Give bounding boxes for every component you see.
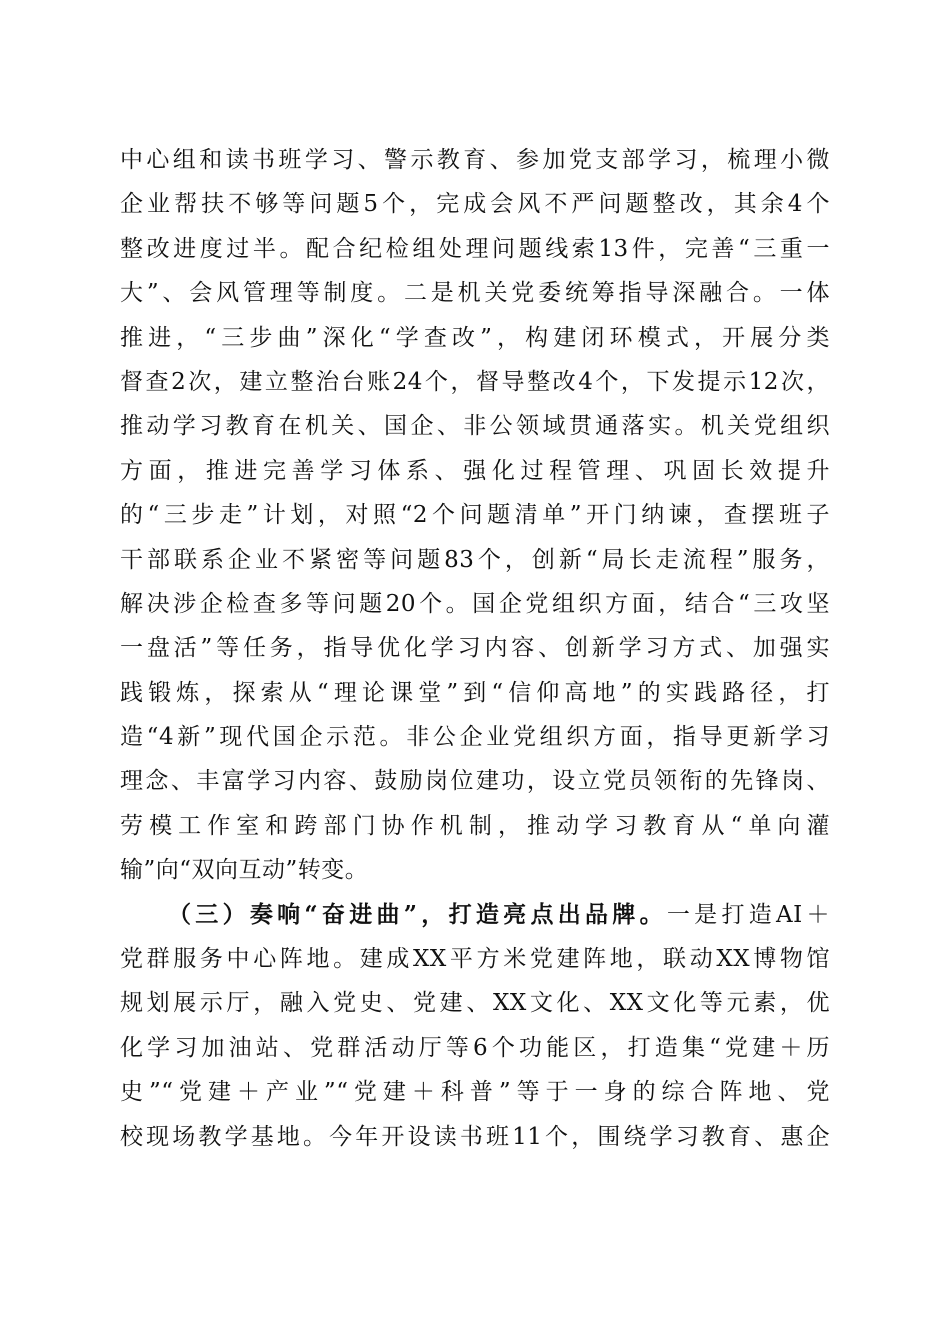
- body-line-1: 中心组和读书班学习、警示教育、参加党支部学习，梳理小微: [120, 147, 830, 173]
- section-line-4: 化学习加油站、党群活动厅等6个功能区，打造集“党建＋历: [120, 1034, 830, 1061]
- body-line-11: 解决涉企检查多等问题20个。国企党组织方面，结合“三攻坚: [120, 590, 830, 617]
- body-line-16: 劳模工作室和跨部门协作机制，推动学习教育从“单向灌: [120, 812, 830, 839]
- section-line-2: 党群服务中心阵地。建成XX平方米党建阵地，联动XX博物馆: [120, 946, 830, 973]
- body-line-9: 的“三步走”计划，对照“2个问题清单”开门纳谏，查摆班子: [120, 502, 830, 529]
- section-first-line: [120, 893, 830, 937]
- body-line-2: 企业帮扶不够等问题5个，完成会风不严问题整改，其余4个: [120, 191, 830, 218]
- body-line-7: 推动学习教育在机关、国企、非公领域贯通落实。机关党组织: [120, 413, 830, 440]
- body-line-17: 输”向“双向互动”转变。: [120, 857, 369, 884]
- body-line-6: 督查2次，建立整治台账24个，督导整改4个，下发提示12次，: [120, 368, 830, 395]
- section-line-6: 校现场教学基地。今年开设读书班11个，围绕学习教育、惠企: [120, 1123, 830, 1150]
- body-line-15: 理念、丰富学习内容、鼓励岗位建功，设立党员领衔的先锋岗、: [120, 768, 830, 795]
- body-line-12: 一盘活”等任务，指导优化学习内容、创新学习方式、加强实: [120, 635, 830, 662]
- body-line-3: 整改进度过半。配合纪检组处理问题线索13件，完善“三重一: [120, 235, 830, 262]
- document-body: [120, 138, 830, 1159]
- body-line-4: 大”、会风管理等制度。二是机关党委统筹指导深融合。一体: [120, 280, 830, 307]
- body-line-8: 方面，推进完善学习体系、强化过程管理、巩固长效提升: [120, 457, 830, 484]
- section-line-5: 史”“党建＋产业”“党建＋科普”等于一身的综合阵地、党: [120, 1079, 830, 1106]
- section-first-line-rest: 一是打造AI＋: [666, 901, 830, 928]
- section-heading: （三）奏响“奋进曲”，打造亮点出品牌。: [168, 900, 667, 928]
- body-line-14: 造“4新”现代国企示范。非公企业党组织方面，指导更新学习: [120, 724, 830, 751]
- body-line-5: 推进，“三步曲”深化“学查改”，构建闭环模式，开展分类: [120, 324, 830, 351]
- section-line-3: 规划展示厅，融入党史、党建、XX文化、XX文化等元素，优: [120, 990, 830, 1017]
- body-line-10: 干部联系企业不紧密等问题83个，创新“局长走流程”服务，: [120, 546, 830, 573]
- body-line-13: 践锻炼，探索从“理论课堂”到“信仰高地”的实践路径，打: [120, 679, 830, 706]
